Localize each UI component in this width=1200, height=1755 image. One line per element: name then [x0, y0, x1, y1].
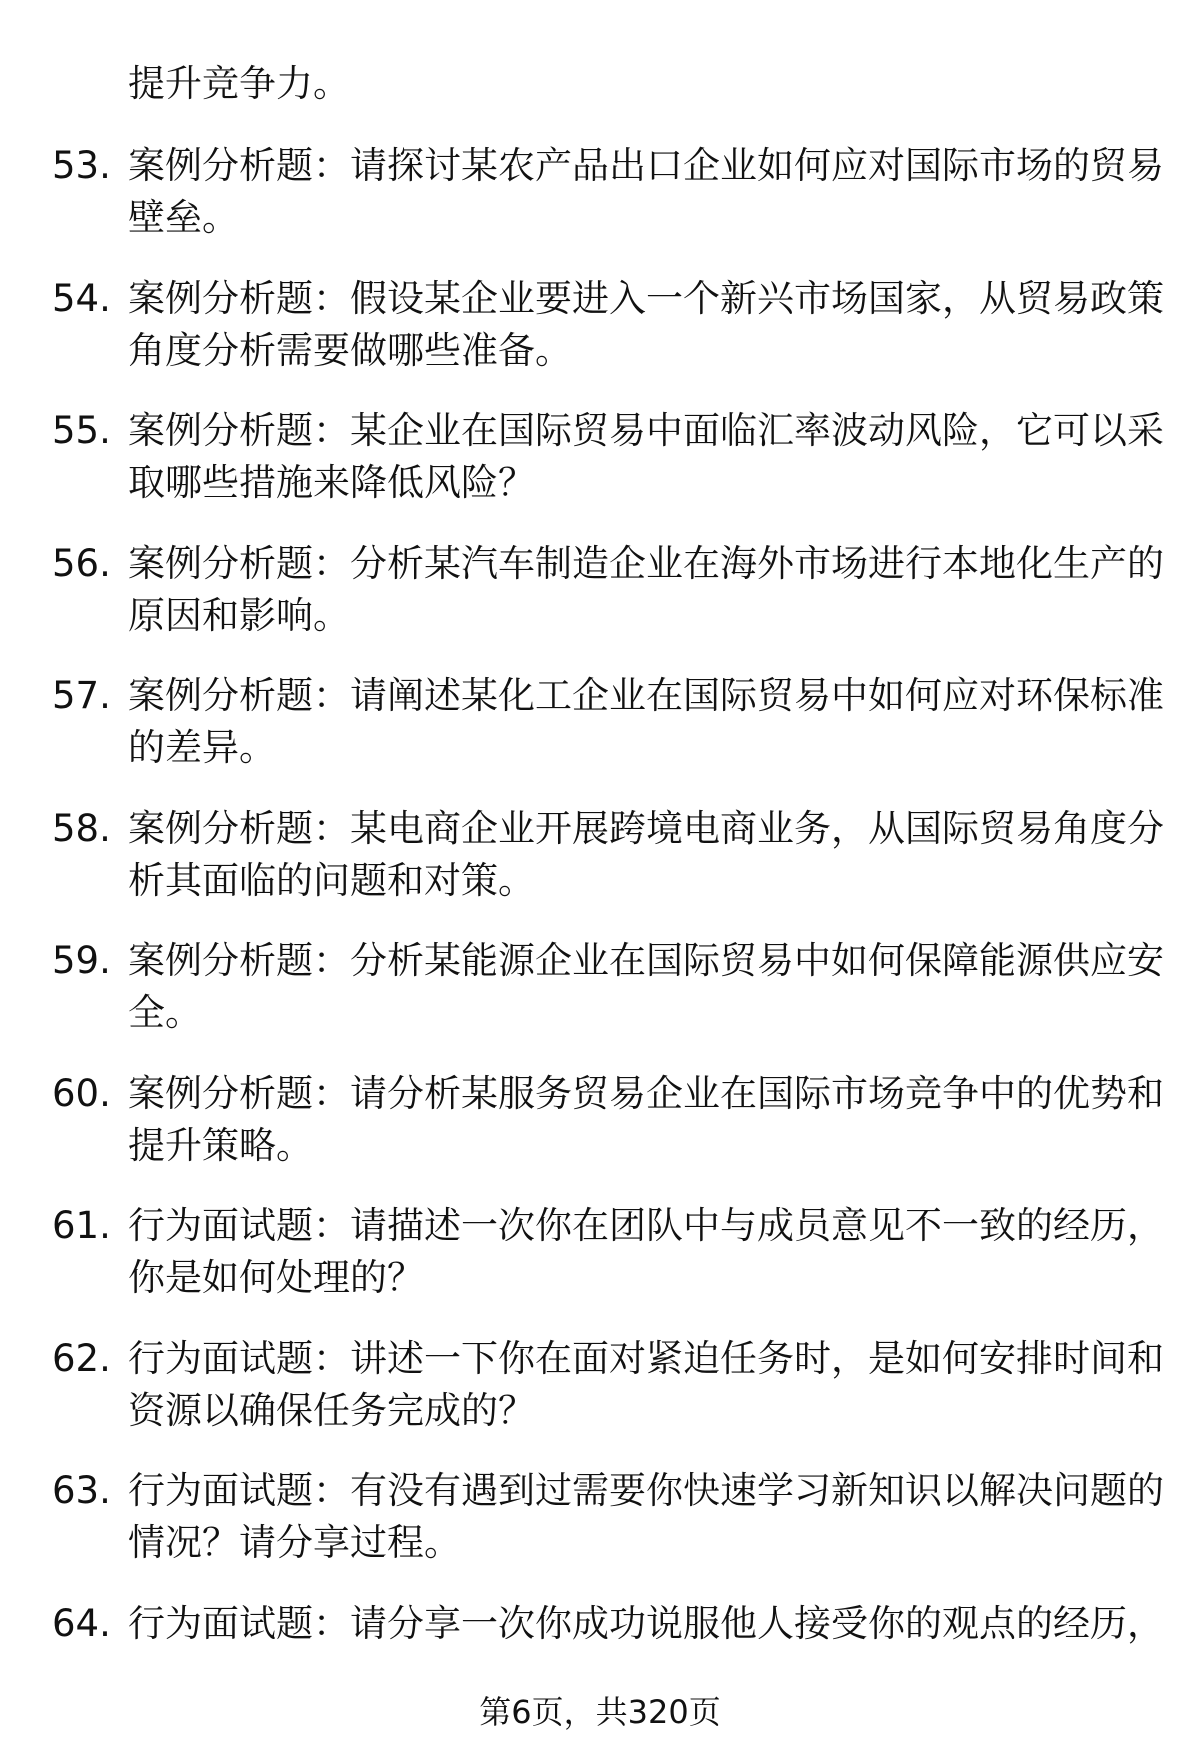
- question-text-line: 案例分析题：请探讨某农产品出口企业如何应对国际市场的贸易: [128, 144, 1164, 187]
- question-number: 63.: [52, 1469, 111, 1512]
- question-text-line: 案例分析题：请分析某服务贸易企业在国际市场竞争中的优势和: [128, 1071, 1164, 1115]
- question-text-line: 全。: [128, 991, 202, 1034]
- question-number: 54.: [52, 276, 111, 320]
- question-text-line: 案例分析题：某企业在国际贸易中面临汇率波动风险，它可以采: [128, 409, 1164, 452]
- question-text: [128, 538, 1164, 642]
- continuation-line: 提升竞争力。: [128, 62, 350, 105]
- question-number: 61.: [52, 1204, 111, 1247]
- question-number: 62.: [52, 1336, 111, 1380]
- question-item: [52, 273, 1164, 377]
- question-text: [128, 1598, 1164, 1650]
- question-number: 64.: [52, 1601, 111, 1645]
- question-text: [128, 1068, 1164, 1172]
- question-text: [128, 935, 1164, 1039]
- question-number: 59.: [52, 939, 111, 982]
- question-item: [52, 1068, 1164, 1172]
- question-number: 53.: [52, 144, 111, 187]
- question-text-line: 行为面试题：请分享一次你成功说服他人接受你的观点的经历，: [128, 1601, 1164, 1645]
- question-item: [52, 1598, 1164, 1650]
- question-number: 55.: [52, 409, 111, 452]
- question-text-line: 案例分析题：分析某汽车制造企业在海外市场进行本地化生产的: [128, 541, 1164, 585]
- question-item: [52, 1333, 1164, 1437]
- question-number: 60.: [52, 1071, 111, 1115]
- question-item: [52, 140, 1164, 244]
- question-item: [52, 935, 1164, 1039]
- question-text-line: 提升策略。: [128, 1123, 313, 1167]
- question-text-line: 角度分析需要做哪些准备。: [128, 328, 572, 372]
- question-item: [52, 670, 1164, 774]
- question-item: [52, 538, 1164, 642]
- question-text: [128, 1333, 1164, 1437]
- question-text: [128, 405, 1164, 509]
- question-text-line: 取哪些措施来降低风险？: [128, 461, 535, 504]
- question-list: [52, 140, 1164, 1678]
- question-text-line: 壁垒。: [128, 196, 239, 239]
- question-item: [52, 1200, 1164, 1304]
- question-number: 57.: [52, 674, 111, 717]
- question-text-line: 原因和影响。: [128, 593, 350, 637]
- question-text-line: 案例分析题：分析某能源企业在国际贸易中如何保障能源供应安: [128, 939, 1164, 982]
- question-text-line: 析其面临的问题和对策。: [128, 858, 535, 902]
- question-text-line: 案例分析题：请阐述某化工企业在国际贸易中如何应对环保标准: [128, 674, 1164, 717]
- question-item: [52, 405, 1164, 509]
- question-number: 56.: [52, 541, 111, 585]
- question-text: [128, 1465, 1164, 1569]
- question-item: [52, 1465, 1164, 1569]
- question-text: [128, 803, 1164, 907]
- question-text-line: 资源以确保任务完成的？: [128, 1388, 535, 1432]
- question-text-line: 情况？请分享过程。: [128, 1521, 461, 1564]
- question-text-line: 行为面试题：有没有遇到过需要你快速学习新知识以解决问题的: [128, 1469, 1164, 1512]
- question-number: 58.: [52, 806, 111, 850]
- question-text-line: 行为面试题：讲述一下你在面对紧迫任务时，是如何安排时间和: [128, 1336, 1164, 1380]
- question-text-line: 行为面试题：请描述一次你在团队中与成员意见不一致的经历，: [128, 1204, 1164, 1247]
- page-footer: 第6页，共320页: [479, 1693, 721, 1731]
- question-text: [128, 140, 1164, 244]
- question-item: [52, 803, 1164, 907]
- question-text-line: 你是如何处理的？: [128, 1256, 424, 1299]
- question-text: [128, 1200, 1164, 1304]
- question-text-line: 的差异。: [128, 726, 276, 769]
- question-text-line: 案例分析题：假设某企业要进入一个新兴市场国家，从贸易政策: [128, 276, 1164, 320]
- question-text: [128, 273, 1164, 377]
- question-text-line: 案例分析题：某电商企业开展跨境电商业务，从国际贸易角度分: [128, 806, 1164, 850]
- question-text: [128, 670, 1164, 774]
